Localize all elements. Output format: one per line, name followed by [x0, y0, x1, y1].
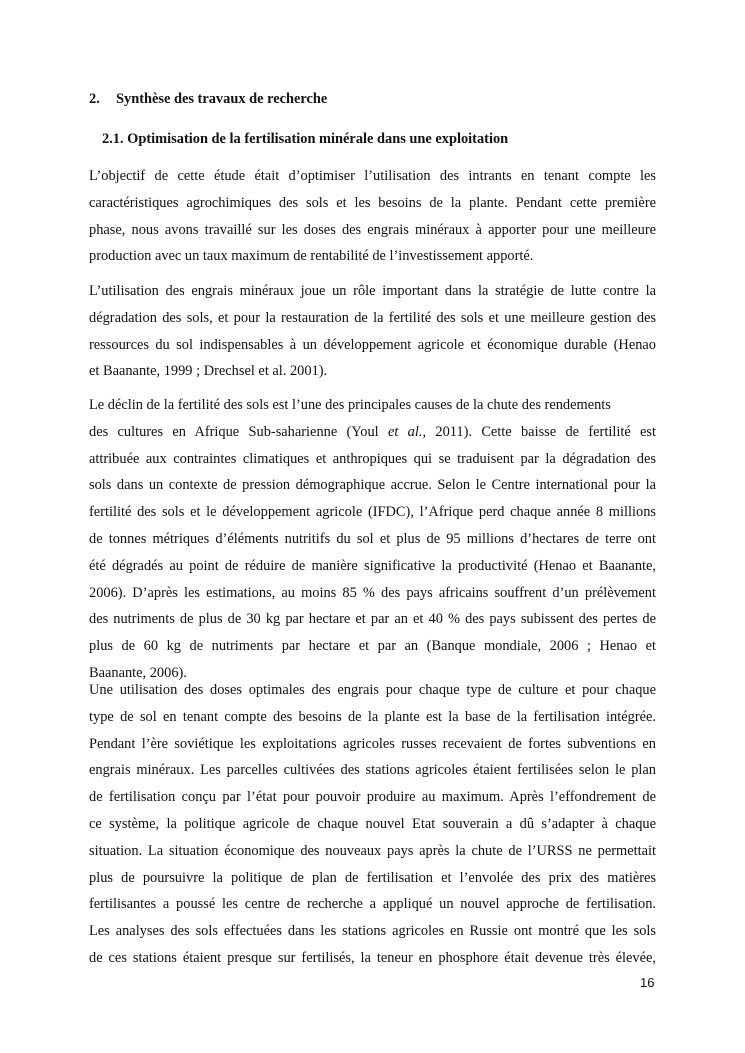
paragraph-4: [89, 677, 656, 972]
text-line: fertilité des sols et le développement agricole (IFDC), l’Afrique perd chaque année 8 millions: [89, 504, 656, 521]
paragraph-2: [89, 278, 656, 385]
text-line: [89, 419, 656, 446]
text-line: plus de 60 kg de nutriments par hectare et par an (Banque mondiale, 2006 ; Henao et: [89, 638, 656, 655]
text-line: 2006). D’après les estimations, au moins 85 % des pays africains souffrent d’un prélèvement: [89, 584, 656, 601]
text-line: Baanante, 2006).: [89, 664, 187, 681]
text-line: sols dans un contexte de pression démographique accrue. Selon le Centre international pour la: [89, 477, 656, 494]
text-line: Une utilisation des doses optimales des engrais pour chaque type de culture et pour chaque: [89, 682, 656, 698]
text-line: Pendant l’ère soviétique les exploitations agricoles russes recevaient de fortes subventions en: [89, 735, 656, 752]
text-line: engrais minéraux. Les parcelles cultivées des stations agricoles étaient fertilisées selon le plan: [89, 762, 656, 779]
page-number: 16: [640, 975, 655, 990]
text-line: Les analyses des sols effectuées dans les stations agricoles en Russie ont montré que les sols: [89, 923, 656, 940]
text-line: caractéristiques agrochimiques des sols et les besoins de la plante. Pendant cette première: [89, 194, 656, 211]
section-title: Synthèse des travaux de recherche: [116, 91, 328, 107]
text-line: L’objectif de cette étude était d’optimiser l’utilisation des intrants en tenant compte les: [89, 168, 656, 184]
italic-citation: et al.,: [387, 423, 427, 440]
text-line: dégradation des sols, et pour la restauration de la fertilité des sols et une meilleure gestion des: [89, 309, 656, 326]
paragraph-3: [89, 392, 656, 687]
text-fragment: des cultures en Afrique Sub-saharienne (Youl: [89, 423, 388, 440]
text-line: phase, nous avons travaillé sur les doses des engrais minéraux à apporter pour une meilleure: [89, 221, 656, 238]
text-line: ressources du sol indispensables à un développement agricole et économique durable (Henao: [89, 336, 656, 353]
text-line: L’utilisation des engrais minéraux joue un rôle important dans la stratégie de lutte contre la: [89, 283, 656, 299]
text-line: plus de poursuivre la politique de plan de fertilisation et l’envolée des prix des matières: [89, 869, 656, 886]
text-line: de ces stations étaient presque sur fertilisés, la teneur en phosphore était devenue très élevée,: [89, 949, 656, 966]
text-fragment: 2011). Cette baisse de fertilité est: [426, 423, 656, 440]
text-line: et Baanante, 1999 ; Drechsel et al. 2001).: [89, 363, 328, 380]
text-line: attribuée aux contraintes climatiques et anthropiques qui se traduisent par la dégradation des: [89, 450, 656, 467]
text-line: production avec un taux maximum de rentabilité de l’investissement apporté.: [89, 248, 534, 265]
text-line: de tonnes métriques d’éléments nutritifs du sol et plus de 95 millions d’hectares de terre ont: [89, 530, 656, 547]
text-line: été dégradés au point de réduire de manière significative la productivité (Henao et Baanante,: [89, 557, 656, 574]
text-line: des nutriments de plus de 30 kg par hectare et par an et 40 % des pays subissent des pertes de: [89, 611, 656, 628]
text-line: de fertilisation conçu par l’état pour pouvoir produire au maximum. Après l’effondrement de: [89, 789, 656, 806]
text-line: ce système, la politique agricole de chaque nouvel Etat souverain a dû s’adapter à chaque: [89, 815, 656, 832]
subsection-heading: 2.1. Optimisation de la fertilisation minérale dans une exploitation: [102, 131, 509, 147]
text-line: situation. La situation économique des nouveaux pays après la chute de l’URSS ne permettait: [89, 842, 656, 859]
section-heading: [89, 91, 327, 108]
paragraph-1: [89, 163, 656, 270]
text-line: type de sol en tenant compte des besoins de la plante est la base de la fertilisation intégrée.: [89, 708, 656, 725]
text-line: fertilisantes a poussé les centre de recherche a appliqué un nouvel approche de fertilisation.: [89, 896, 656, 913]
text-line: Le déclin de la fertilité des sols est l’une des principales causes de la chute des rendements: [89, 397, 611, 413]
section-number: 2.: [89, 91, 100, 107]
